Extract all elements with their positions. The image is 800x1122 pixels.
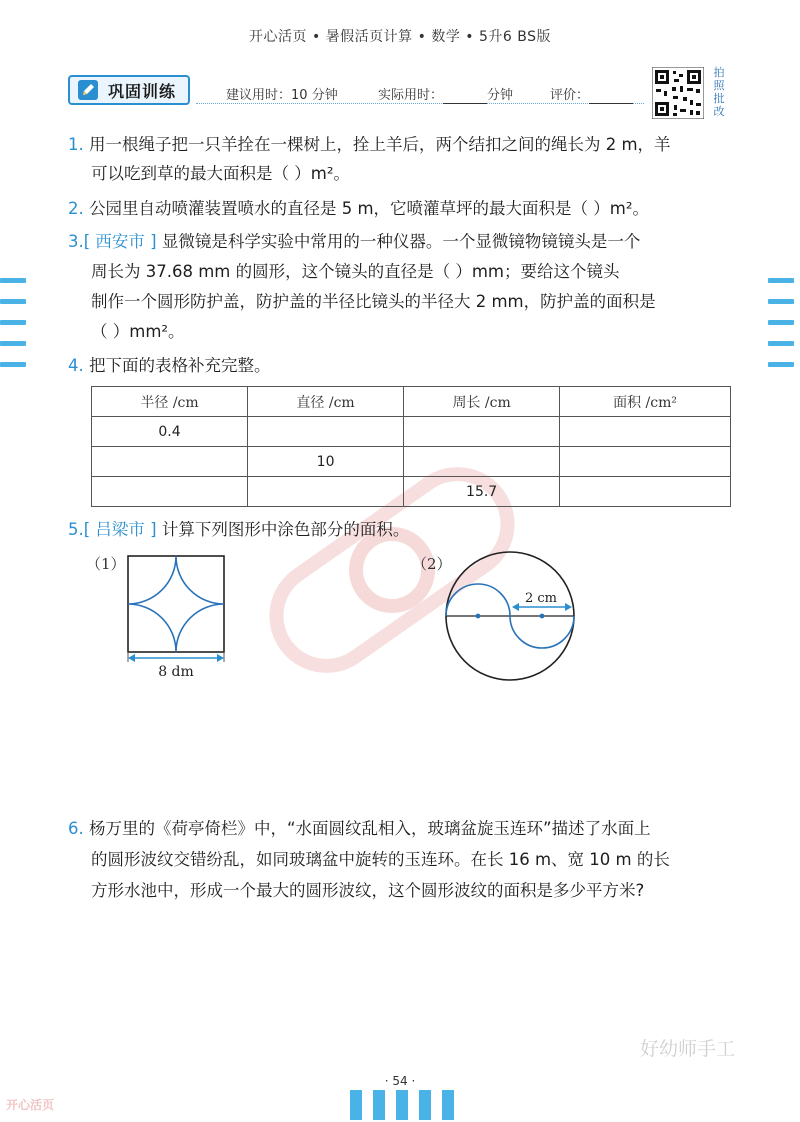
table-row xyxy=(92,477,731,507)
question-4 xyxy=(68,355,271,376)
question-number: 2. xyxy=(68,199,84,218)
table-cell[interactable] xyxy=(560,477,731,507)
table-cell[interactable] xyxy=(560,447,731,477)
question-text: 把下面的表格补充完整。 xyxy=(89,356,271,375)
table-cell[interactable] xyxy=(404,447,560,477)
table-header-cell: 周长 /cm xyxy=(404,387,560,417)
actual-time-label: 实际用时： xyxy=(378,88,444,103)
footer-bar xyxy=(419,1090,431,1120)
table-cell: 0.4 xyxy=(92,417,248,447)
pencil-icon xyxy=(78,80,98,100)
figure-1-dimension: 8 dm xyxy=(158,664,194,680)
section-badge-label: 巩固训练 xyxy=(108,81,177,101)
question-3-line2: 周长为 37.68 mm 的圆形，这个镜头的直径是（ ）mm；要给这个镜头 xyxy=(91,262,620,281)
question-text: 杨万里的《荷亭倚栏》中，“水面圆纹乱相入，玻璃盆旋玉连环”描述了水面上 xyxy=(89,819,651,838)
question-6-line2: 的圆形波纹交错纷乱，如同玻璃盆中旋转的玉连环。在长 16 m、宽 10 m 的长 xyxy=(91,850,670,869)
page-header-title: 开心活页 • 暑假活页计算 • 数学 • 5升6 BS版 xyxy=(249,29,551,45)
section-badge xyxy=(68,75,190,105)
question-3 xyxy=(68,231,640,252)
footer-bar xyxy=(442,1090,454,1120)
actual-time-blank[interactable] xyxy=(443,88,487,104)
qr-caption-char: 批 xyxy=(713,92,725,105)
question-number: 3. xyxy=(68,232,84,251)
rating xyxy=(550,84,633,104)
table-cell[interactable] xyxy=(248,477,404,507)
qr-caption-char: 改 xyxy=(713,105,725,118)
circle-table xyxy=(91,386,731,507)
question-1 xyxy=(68,134,671,155)
qr-caption-char: 拍 xyxy=(713,66,725,79)
question-text: 计算下列图形中涂色部分的面积。 xyxy=(161,520,410,539)
question-number: 1. xyxy=(68,135,84,154)
question-text: 显微镜是科学实验中常用的一种仪器。一个显微镜物镜镜头是一个 xyxy=(161,232,641,251)
table-header-row xyxy=(92,387,731,417)
question-number: 5. xyxy=(68,520,84,539)
table-cell[interactable] xyxy=(92,447,248,477)
qr-caption-char: 照 xyxy=(713,79,725,92)
table-row xyxy=(92,417,731,447)
footer-bar xyxy=(350,1090,362,1120)
question-number: 4. xyxy=(68,356,84,375)
qr-caption xyxy=(708,66,730,118)
question-text: 公园里自动喷灌装置喷水的直径是 5 m，它喷灌草坪的最大面积是（ ）m²。 xyxy=(89,199,649,218)
table-cell[interactable] xyxy=(404,417,560,447)
table-header-cell: 直径 /cm xyxy=(248,387,404,417)
rating-label: 评价： xyxy=(550,88,590,103)
left-side-decoration xyxy=(0,278,26,367)
question-1-line2: 可以吃到草的最大面积是（ ）m²。 xyxy=(91,164,350,183)
suggest-time-value: 10 分钟 xyxy=(291,88,338,103)
footer-bar xyxy=(373,1090,385,1120)
question-number: 6. xyxy=(68,819,84,838)
question-6-line3: 方形水池中，形成一个最大的圆形波纹，这个圆形波纹的面积是多少平方米? xyxy=(91,881,645,900)
figure-2-dimension: 2 cm xyxy=(524,591,558,606)
question-2 xyxy=(68,198,649,219)
footer-logo: 开心活页 xyxy=(6,1098,55,1112)
region-tag: [ 吕梁市 ] xyxy=(83,520,157,539)
figure-1-label: （1） xyxy=(86,555,126,573)
question-text: 用一根绳子把一只羊拴在一棵树上，拴上羊后，两个结扣之间的绳长为 2 m，羊 xyxy=(89,135,671,154)
actual-time-unit: 分钟 xyxy=(487,88,514,103)
question-6 xyxy=(68,818,651,839)
suggest-time-label: 建议用时： xyxy=(226,88,292,103)
table-cell[interactable] xyxy=(560,417,731,447)
footer-bar xyxy=(396,1090,408,1120)
table-cell[interactable] xyxy=(248,417,404,447)
page-number: · 54 · xyxy=(384,1074,416,1088)
figure-2-circle-yinyang xyxy=(440,544,590,684)
table-row xyxy=(92,447,731,477)
question-5 xyxy=(68,519,409,540)
table-cell: 15.7 xyxy=(404,477,560,507)
question-3-line3: 制作一个圆形防护盖，防护盖的半径比镜头的半径大 2 mm，防护盖的面积是 xyxy=(91,292,656,311)
figure-2-label: （2） xyxy=(412,555,452,573)
actual-time xyxy=(378,84,513,104)
region-tag: [ 西安市 ] xyxy=(83,232,157,251)
suggest-time xyxy=(226,84,338,103)
table-header-cell: 半径 /cm xyxy=(92,387,248,417)
right-side-decoration xyxy=(768,278,794,367)
qr-code-icon[interactable] xyxy=(652,67,704,119)
table-cell[interactable] xyxy=(92,477,248,507)
table-header-cell: 面积 /cm² xyxy=(560,387,731,417)
figure-1-square-arcs xyxy=(120,550,240,682)
watermark-text: 好幼师手工 xyxy=(640,1038,736,1060)
table-cell: 10 xyxy=(248,447,404,477)
rating-blank[interactable] xyxy=(589,88,633,104)
question-3-line4: （ ）mm²。 xyxy=(91,322,185,341)
